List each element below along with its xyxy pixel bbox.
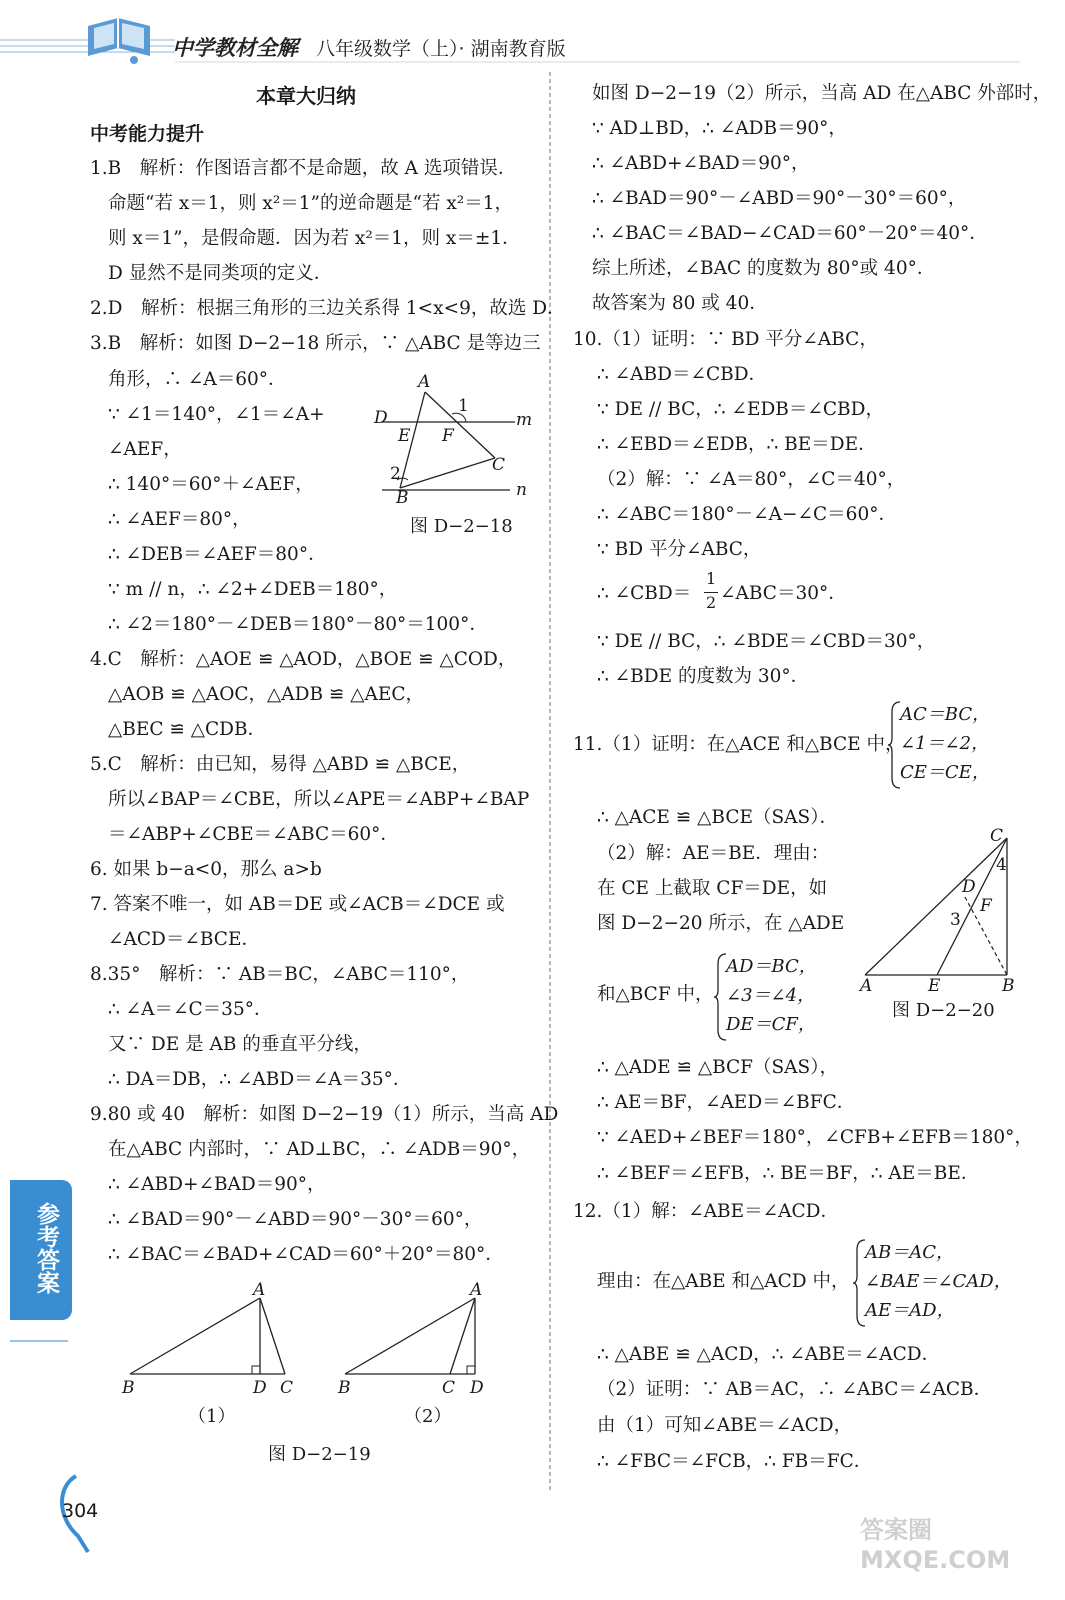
right-line: ∵ DE // BC，∴ ∠EDB＝∠CBD， — [597, 399, 884, 420]
left-line: ∴ ∠2＝180°－∠DEB＝180°－80°＝100°． — [108, 614, 488, 635]
right-line: ∴ △ABE ≌ △ACD，∴ ∠ABE＝∠ACD． — [597, 1344, 941, 1365]
left-line: ∴ ∠A＝∠C＝35°． — [108, 999, 273, 1020]
right-line: ∵ BD 平分∠ABC， — [597, 539, 762, 560]
right-line: （2）证明：∵ AB＝AC，∴ ∠ABC＝∠ACB． — [597, 1379, 993, 1400]
left-line: △BEC ≌ △CDB． — [108, 719, 267, 740]
fig20-label-F: F — [980, 896, 992, 916]
fig19-sub2: （2） — [404, 1406, 452, 1427]
figure-d-2-19-part2 — [340, 1290, 500, 1380]
right-line: ∴ ∠ABC＝180°－∠A−∠C＝60°． — [597, 504, 897, 525]
figure-d-2-20 — [855, 820, 1045, 990]
brace12-row: AB＝AC， — [865, 1242, 954, 1263]
left-line: ∴ ∠ABD+∠BAD＝90°， — [108, 1174, 326, 1195]
subsection-title: 中考能力提升 — [90, 123, 205, 145]
right-line: ∴ ∠EBD＝∠EDB，∴ BE＝DE． — [597, 434, 877, 455]
side-tab-label: 参考答案 — [33, 1202, 59, 1294]
fig19-1-label-B: B — [122, 1378, 135, 1398]
left-line: 2.D 解析：根据三角形的三边关系得 1<x<9，故选 D． — [90, 298, 566, 319]
right-line: 12.（1）解：∠ABE＝∠ACD． — [573, 1201, 840, 1222]
right-line: ∵ AD⊥BD，∴ ∠ADB＝90°， — [592, 118, 847, 139]
fraction-denominator: 2 — [706, 593, 717, 612]
right-line: ∴ ∠CBD＝ — [597, 583, 692, 604]
header-subtitle: 八年级数学（上）· 湖南教育版 — [316, 38, 566, 60]
fig18-label-A: A — [418, 372, 431, 392]
right-line: 和△BCF 中， — [597, 984, 714, 1005]
right-line: 10.（1）证明：∵ BD 平分∠ABC， — [573, 329, 878, 350]
fig19-1-label-D: D — [253, 1378, 267, 1398]
right-line: 在 CE 上截取 CF＝DE，如 — [597, 878, 828, 899]
fig20-caption: 图 D−2−20 — [892, 1000, 995, 1021]
fig18-label-F: F — [442, 426, 454, 446]
brace11b-row: ∠3＝∠4， — [726, 985, 816, 1006]
fig20-label-4: 4 — [996, 855, 1007, 875]
left-line: 4.C 解析：△AOE ≌ △AOD，△BOE ≌ △COD， — [90, 649, 517, 670]
right-line: （2）解：AE＝BE．理由： — [597, 843, 830, 864]
brace11b-row: DE＝CF， — [726, 1014, 816, 1035]
brace12-row: ∠BAE＝∠CAD， — [865, 1271, 1012, 1292]
right-line: 由（1）可知∠ABE＝∠ACD， — [597, 1415, 853, 1436]
fig18-label-m: m — [516, 410, 533, 430]
right-line: ∴ ∠ABD＝∠CBD． — [597, 364, 768, 385]
fig19-1-label-A: A — [253, 1280, 266, 1300]
right-line: ∴ △ACE ≌ △BCE（SAS）． — [597, 807, 838, 828]
left-line: ∠AEF， — [108, 439, 182, 460]
page-number: 304 — [62, 1500, 99, 1522]
left-line: 又∵ DE 是 AB 的垂直平分线， — [108, 1034, 372, 1055]
left-line: ∵ ∠1＝140°，∠1＝∠A+ — [108, 404, 325, 425]
brace12-row: AE＝AD， — [865, 1300, 955, 1321]
right-line: ∴ ∠BAD＝90°－∠ABD＝90°－30°＝60°， — [592, 188, 967, 209]
left-line: 则 x＝1”，是假命题．因为若 x²＝1，则 x＝±1． — [108, 228, 521, 249]
fig19-2-label-A: A — [470, 1280, 483, 1300]
left-line: ∴ ∠DEB＝∠AEF＝80°． — [108, 544, 327, 565]
column-divider — [548, 72, 552, 1492]
left-line: ∴ ∠BAC＝∠BAD+∠CAD＝60°＋20°＝80°． — [108, 1244, 504, 1265]
fig19-2-label-B: B — [338, 1378, 351, 1398]
section-title: 本章大归纳 — [256, 84, 356, 108]
brace11b-row: AD＝BC， — [726, 956, 817, 977]
left-line: ∠ACD＝∠BCE． — [108, 929, 260, 950]
brace11-row: ∠1＝∠2， — [900, 733, 990, 754]
right-line: ∴ ∠FBC＝∠FCB，∴ FB＝FC． — [597, 1451, 873, 1472]
fig18-label-2: 2 — [390, 464, 401, 484]
left-line: ∴ ∠AEF＝80°， — [108, 509, 251, 530]
brace-conditions-11 — [888, 700, 1008, 790]
fig19-caption: 图 D−2−19 — [268, 1444, 371, 1465]
fig18-caption: 图 D−2−18 — [410, 516, 513, 537]
left-line: 7. 答案不唯一，如 AB＝DE 或∠ACB＝∠DCE 或 — [90, 894, 505, 915]
fraction-numerator: 1 — [706, 569, 717, 588]
brace11-row: CE＝CE， — [900, 762, 990, 783]
fig19-2-label-D: D — [470, 1378, 484, 1398]
left-line: ∴ DA＝DB，∴ ∠ABD＝∠A＝35°． — [108, 1069, 412, 1090]
left-line: 5.C 解析：由已知，易得 △ABD ≌ △BCE， — [90, 754, 471, 775]
watermark: 答案圈 MXQE.COM — [860, 1516, 1011, 1574]
left-line: 9.80 或 40 解析：如图 D−2−19（1）所示，当高 AD — [90, 1104, 559, 1125]
brace-conditions-11b — [714, 952, 824, 1042]
fig18-label-D: D — [374, 408, 388, 428]
right-line: ∵ DE // BC，∴ ∠BDE＝∠CBD＝30°， — [597, 631, 936, 652]
fig18-label-C: C — [492, 455, 506, 475]
left-line: 角形，∴ ∠A＝60°． — [108, 369, 287, 390]
fig18-label-1: 1 — [458, 396, 469, 416]
left-line: 6. 如果 b−a<0，那么 a>b — [90, 859, 322, 880]
fig20-label-A: A — [860, 976, 873, 996]
left-line: △AOB ≌ △AOC，△ADB ≌ △AEC， — [108, 684, 425, 705]
book-logo-icon — [80, 8, 160, 68]
left-line: ∵ m // n，∴ ∠2+∠DEB＝180°， — [108, 579, 398, 600]
left-line: 3.B 解析：如图 D−2−18 所示，∵ △ABC 是等边三 — [90, 333, 541, 354]
right-line: ∴ △ADE ≌ △BCF（SAS）， — [597, 1057, 838, 1078]
figure-d-2-19-part1 — [120, 1290, 300, 1380]
fig20-label-3: 3 — [950, 910, 961, 930]
right-line: ∴ AE＝BF，∠AED＝∠BFC． — [597, 1092, 856, 1113]
brace11-row: AC＝BC， — [900, 704, 991, 725]
left-line: 1.B 解析：作图语言都不是命题，故 A 选项错误． — [90, 158, 517, 179]
fig20-label-D: D — [962, 877, 976, 897]
right-line: （2）解：∵ ∠A＝80°，∠C＝40°， — [597, 469, 906, 490]
right-line: 故答案为 80 或 40． — [592, 293, 768, 314]
left-line: D 显然不是同类项的定义． — [108, 263, 333, 284]
fig20-label-C: C — [990, 826, 1004, 846]
fig19-sub1: （1） — [188, 1406, 236, 1427]
right-line: ∵ ∠AED+∠BEF＝180°，∠CFB+∠EFB＝180°， — [597, 1127, 1033, 1148]
left-line: 8.35° 解析：∵ AB＝BC，∠ABC＝110°， — [90, 964, 470, 985]
right-line: 理由：在△ABE 和△ACD 中， — [597, 1271, 850, 1292]
fig19-2-label-C: C — [442, 1378, 456, 1398]
page-header — [0, 0, 1065, 70]
right-line: ∠ABC＝30°． — [720, 583, 847, 604]
fig19-1-label-C: C — [280, 1378, 294, 1398]
left-line: ＝∠ABP+∠CBE＝∠ABC＝60°． — [108, 824, 399, 845]
right-line: ∴ ∠BDE 的度数为 30°． — [597, 666, 810, 687]
left-line: ∴ 140°＝60°＋∠AEF， — [108, 474, 314, 495]
fig20-label-B: B — [1002, 976, 1015, 996]
side-tab-line — [10, 1340, 68, 1342]
right-line: 如图 D−2−19（2）所示，当高 AD 在△ABC 外部时， — [592, 83, 1052, 104]
fig18-label-E: E — [398, 426, 411, 446]
right-line: ∴ ∠BEF＝∠EFB，∴ BE＝BF，∴ AE＝BE． — [597, 1163, 980, 1184]
right-line: 11.（1）证明：在△ACE 和△BCE 中， — [573, 734, 904, 755]
right-line: 综上所述，∠BAC 的度数为 80°或 40°． — [592, 258, 936, 279]
right-line: 图 D−2−20 所示，在 △ADE — [597, 913, 845, 934]
right-line: ∴ ∠ABD+∠BAD＝90°， — [592, 153, 810, 174]
left-line: 命题“若 x＝1，则 x²＝1”的逆命题是“若 x²＝1， — [108, 193, 513, 214]
fig18-label-B: B — [396, 488, 409, 508]
header-title: 中学教材全解 — [172, 36, 298, 60]
fig18-label-n: n — [516, 480, 527, 500]
left-line: ∴ ∠BAD＝90°－∠ABD＝90°－30°＝60°， — [108, 1209, 483, 1230]
left-line: 所以∠BAP＝∠CBE，所以∠APE＝∠ABP+∠BAP — [108, 789, 530, 810]
right-line: ∴ ∠BAC＝∠BAD−∠CAD＝60°－20°＝40°． — [592, 223, 988, 244]
fig20-label-E: E — [928, 976, 941, 996]
brace-conditions-12 — [853, 1238, 1013, 1328]
left-line: 在△ABC 内部时，∵ AD⊥BC，∴ ∠ADB＝90°， — [108, 1139, 531, 1160]
